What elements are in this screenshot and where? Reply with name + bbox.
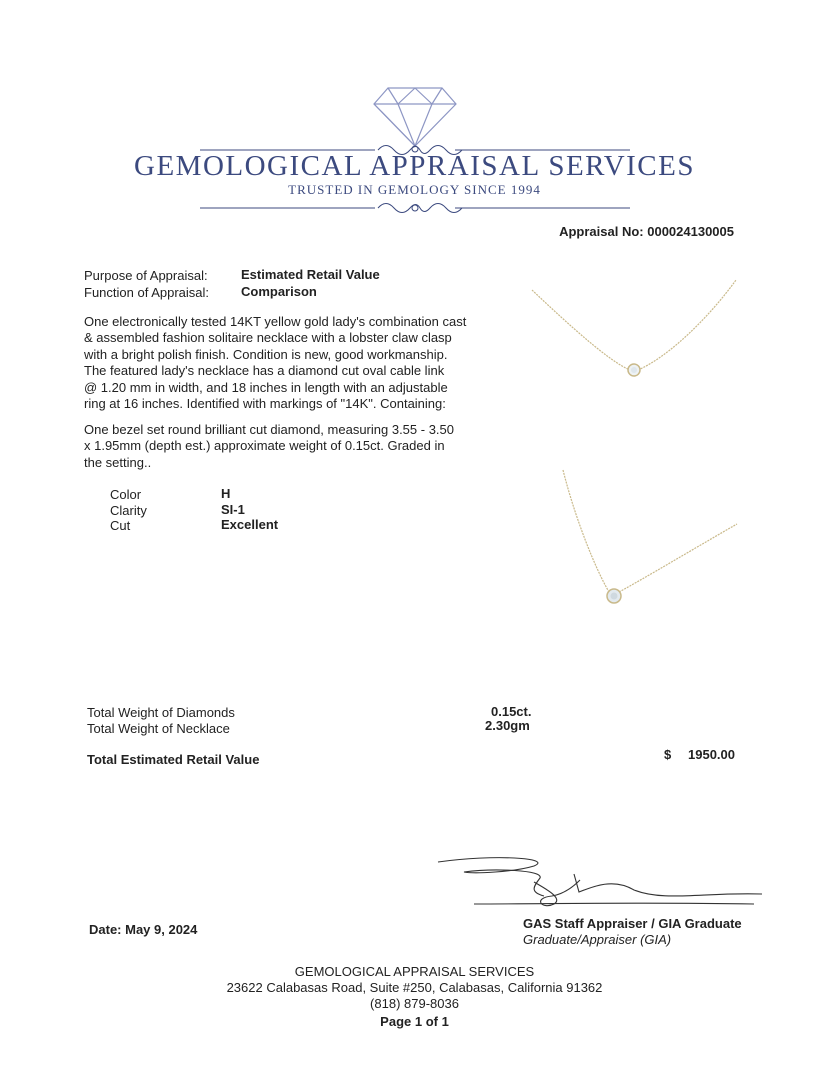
bottom-ornament-icon xyxy=(200,198,630,218)
necklace-weight-label: Total Weight of Necklace xyxy=(87,721,230,736)
necklace-photo-1 xyxy=(530,276,740,386)
company-title: GEMOLOGICAL APPRAISAL SERVICES xyxy=(134,150,695,182)
currency-symbol: $ xyxy=(664,747,672,762)
company-tagline: TRUSTED IN GEMOLOGY SINCE 1994 xyxy=(288,182,541,197)
necklace-weight-value: 2.30gm xyxy=(485,718,530,733)
purpose-value: Estimated Retail Value xyxy=(241,267,380,282)
grade-cut-value: Excellent xyxy=(221,517,279,532)
diamonds-weight-value: 0.15ct. xyxy=(491,704,532,719)
footer-phone: (818) 879-8036 xyxy=(370,996,459,1011)
necklace-photo-2 xyxy=(555,468,740,613)
appraisal-date: Date: May 9, 2024 xyxy=(89,922,198,937)
diamonds-weight-label: Total Weight of Diamonds xyxy=(87,705,235,720)
appraisal-number-label: Appraisal No: xyxy=(559,224,644,239)
retail-value-label: Total Estimated Retail Value xyxy=(87,752,260,767)
grade-clarity-label: Clarity xyxy=(110,503,147,518)
grade-color-label: Color xyxy=(110,487,142,502)
appraisal-number xyxy=(559,224,734,239)
diamond-paragraph: One bezel set round brilliant cut diamond, measuring 3.55 - 3.50 x 1.95mm (depth est.) approximate weight of 0.15ct. Graded in the setting.. xyxy=(84,422,454,470)
diamond-logo-icon xyxy=(370,86,460,148)
page-number: Page 1 of 1 xyxy=(380,1014,449,1029)
grade-clarity-value: SI-1 xyxy=(221,502,245,517)
purpose-label: Purpose of Appraisal: xyxy=(84,268,208,283)
retail-value-amount: 1950.00 xyxy=(688,747,735,762)
footer-address: 23622 Calabasas Road, Suite #250, Calabasas, California 91362 xyxy=(226,980,603,995)
grade-color-value: H xyxy=(221,486,231,501)
signature-icon xyxy=(434,852,764,922)
function-value: Comparison xyxy=(241,284,317,299)
appraiser-subtitle: Graduate/Appraiser (GIA) xyxy=(523,932,672,947)
function-label: Function of Appraisal: xyxy=(84,285,210,300)
description-paragraph: One electronically tested 14KT yellow gold lady's combination cast & assembled fashion solitaire necklace with a lobster claw clasp with a bright polish finish. Condition is new, good workmanship. The featured lady's necklace has a diamond cut oval cable link @ 1.20 mm in width, and 18 inches in length with an adjustable ring at 16 inches. Identified with markings of "14K". Containing: xyxy=(84,314,467,412)
appraiser-title: GAS Staff Appraiser / GIA Graduate xyxy=(523,916,742,931)
grade-cut-label: Cut xyxy=(110,518,131,533)
appraisal-number-value: 000024130005 xyxy=(647,224,734,239)
footer-company: GEMOLOGICAL APPRAISAL SERVICES xyxy=(294,964,535,979)
